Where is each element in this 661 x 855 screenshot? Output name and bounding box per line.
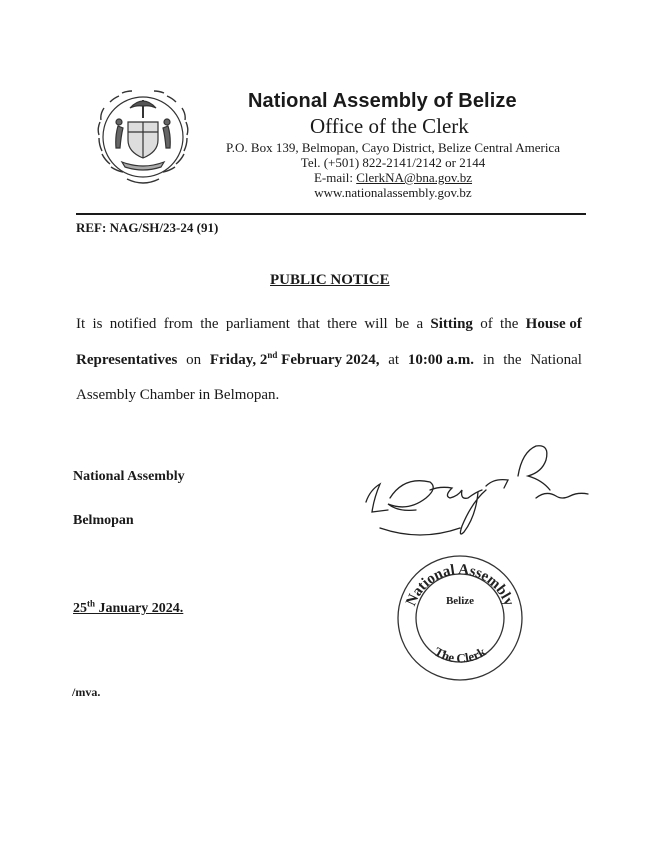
stamp-center-text: Belize xyxy=(445,595,475,607)
body-word: the xyxy=(500,316,519,332)
stamp-top-text: National Assembly xyxy=(403,561,517,609)
body-word: on xyxy=(186,352,202,368)
typist-initials: /mva. xyxy=(72,685,101,699)
header-title: National Assembly of Belize xyxy=(248,90,517,112)
signoff-organization: National Assembly xyxy=(73,469,185,484)
body-word: be xyxy=(394,316,410,332)
body-word: of xyxy=(480,316,493,332)
signoff-place: Belmopan xyxy=(73,513,134,528)
handwritten-signature-icon xyxy=(360,438,600,548)
body-word: in xyxy=(482,352,495,368)
body-word: the xyxy=(503,352,522,368)
body-day-suffix: nd xyxy=(267,350,278,360)
email-label: E-mail: xyxy=(313,170,357,185)
header-website: www.nationalassembly.gov.bz xyxy=(314,185,472,200)
email-link[interactable]: ClerkNA@bna.gov.bz xyxy=(356,170,473,185)
header-telephone: Tel. (+501) 822-2141/2142 or 2144 xyxy=(300,155,486,170)
body-word: National xyxy=(530,352,582,368)
body-time: 10:00 a.m. xyxy=(407,352,475,368)
header-subtitle: Office of the Clerk xyxy=(310,114,469,138)
date-rest: January 2024. xyxy=(95,601,184,616)
body-word: It xyxy=(76,316,86,332)
body-word: will xyxy=(364,316,388,332)
body-line-2 xyxy=(76,352,582,369)
stamp-bottom-text: The Clerk xyxy=(431,643,489,666)
date-suffix: th xyxy=(87,598,96,609)
body-month-year: February 2024, xyxy=(281,352,380,368)
body-sitting: Sitting xyxy=(430,316,473,332)
body-word: a xyxy=(416,316,424,332)
body-word: from xyxy=(163,316,193,332)
reference-number: REF: NAG/SH/23-24 (91) xyxy=(76,220,219,235)
body-word: parliament xyxy=(225,316,290,332)
body-word: the xyxy=(200,316,219,332)
header-divider xyxy=(76,213,586,215)
header-email xyxy=(226,170,560,186)
header-address: P.O. Box 139, Belmopan, Cayo District, Belize Central America xyxy=(226,140,560,155)
body-weekday: Friday, xyxy=(209,352,257,368)
body-word: notified xyxy=(109,316,157,332)
official-stamp-icon xyxy=(392,548,528,688)
body-day: 2 xyxy=(259,352,268,368)
body-line-1 xyxy=(76,316,582,333)
body-word: is xyxy=(92,316,103,332)
body-date xyxy=(210,352,380,369)
svg-text:The Clerk xyxy=(432,644,489,666)
body-house-of: House of xyxy=(525,316,582,332)
body-representatives: Representatives xyxy=(76,352,178,368)
belize-coat-of-arms-icon xyxy=(82,78,204,196)
notice-title: PUBLIC NOTICE xyxy=(270,272,390,288)
body-line-3: Assembly Chamber in Belmopan. xyxy=(76,387,280,403)
date-day: 25 xyxy=(73,601,87,616)
body-word: at xyxy=(388,352,400,368)
body-word: that xyxy=(297,316,320,332)
signoff-date xyxy=(73,598,184,617)
body-word: there xyxy=(327,316,358,332)
